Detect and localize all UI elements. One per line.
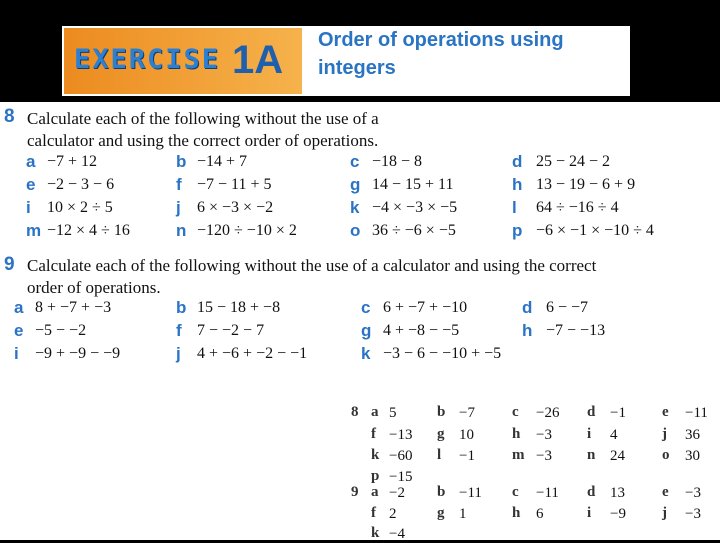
question-9-item-label: j (176, 344, 181, 363)
answer-8-item-value: −60 (389, 448, 413, 464)
question-8-item-label: h (512, 175, 523, 194)
answer-9-item-value: −11 (459, 485, 482, 501)
question-8-item-label: j (176, 198, 181, 217)
question-9-item-value: 4 + −6 + −2 − −1 (197, 345, 308, 362)
answer-9-item-label: a (371, 484, 379, 500)
answer-9-item-value: 13 (610, 485, 625, 501)
answer-8-item-value: 30 (685, 448, 700, 464)
answer-8-item-value: −15 (389, 469, 413, 485)
question-8-item-label: m (26, 221, 42, 240)
answer-8-item-value: −3 (536, 448, 552, 464)
question-8-item-value: 10 × 2 ÷ 5 (47, 199, 113, 216)
answer-8-item-value: −1 (610, 405, 626, 421)
answer-9-item-value: −4 (389, 526, 405, 542)
question-8-item-label: g (350, 175, 361, 194)
answer-8-item-value: −1 (459, 448, 475, 464)
answer-9-item-label: g (437, 505, 445, 521)
question-8-item-value: 36 ÷ −6 × −5 (372, 222, 456, 239)
question-9-item-value: −7 − −13 (546, 322, 606, 339)
question-8-item-label: d (512, 152, 523, 171)
question-9-item-value: −5 − −2 (35, 322, 87, 339)
answer-8-item-label: d (587, 404, 596, 420)
answer-8-item-label: c (512, 404, 519, 420)
answers-8-number: 8 (351, 404, 359, 420)
answer-8-item-label: m (512, 447, 525, 463)
question-9-number: 9 (4, 254, 15, 275)
answer-8-item-label: l (437, 447, 442, 463)
page (0, 102, 720, 540)
question-8-item-value: −7 + 12 (47, 153, 98, 170)
question-9-item-value: −3 − 6 − −10 + −5 (383, 345, 502, 362)
answer-8-item-value: 10 (459, 427, 474, 443)
exercise-banner (62, 26, 630, 96)
answer-8-item-value: 5 (389, 405, 397, 421)
question-8-item-label: e (26, 175, 36, 194)
answer-8-item-label: n (587, 447, 596, 463)
question-9-item-value: 6 + −7 + −10 (383, 299, 468, 316)
answer-8-item-label: a (371, 404, 379, 420)
answer-9-item-value: −3 (685, 485, 701, 501)
answer-9-item-value: −3 (685, 506, 701, 522)
answer-9-item-value: 6 (536, 506, 544, 522)
question-9-item-label: b (176, 298, 187, 317)
answer-8-item-label: k (371, 447, 380, 463)
question-9-item-label: f (176, 321, 182, 340)
question-8-item-value: −18 − 8 (372, 153, 423, 170)
exercise-title-line2: integers (318, 57, 396, 79)
answer-8-item-value: 4 (610, 427, 618, 443)
answer-8-item-label: j (662, 426, 667, 442)
answer-9-item-label: e (662, 484, 669, 500)
question-8-item-label: b (176, 152, 187, 171)
question-8-item-value: 13 − 19 − 6 + 9 (536, 176, 636, 193)
question-9-item-label: k (361, 344, 371, 363)
question-8-item-label: i (26, 198, 31, 217)
answer-8-item-label: g (437, 426, 445, 442)
question-9-item-label: i (14, 344, 19, 363)
question-9-item-value: 6 − −7 (546, 299, 589, 316)
question-8-item-label: p (512, 221, 523, 240)
answer-9-item-value: −11 (536, 485, 559, 501)
question-8-item-value: 25 − 24 − 2 (536, 153, 611, 170)
question-9-item-label: d (522, 298, 533, 317)
question-8-item-value: 14 − 15 + 11 (372, 176, 454, 193)
question-8-item-value: −12 × 4 ÷ 16 (47, 222, 130, 239)
question-8-item-label: l (512, 198, 517, 217)
question-8-item-value: 64 ÷ −16 ÷ 4 (536, 199, 619, 216)
question-9-text-line1: Calculate each of the following without the use of a calculator and using the correct (27, 256, 597, 275)
question-8-item-value: 6 × −3 × −2 (197, 199, 274, 216)
question-8-item-label: a (26, 152, 36, 171)
answer-9-item-value: −2 (389, 485, 405, 501)
question-8-text-line2: calculator and using the correct order of operations. (27, 131, 379, 150)
answer-9-item-label: c (512, 484, 519, 500)
question-8-item-value: −2 − 3 − 6 (47, 176, 115, 193)
answer-8-item-value: −7 (459, 405, 475, 421)
answer-9-item-value: −9 (610, 506, 626, 522)
answer-9-item-label: i (587, 505, 592, 521)
exercise-title-line1: Order of operations using (318, 29, 564, 51)
question-9-item-label: h (522, 321, 533, 340)
question-8-text-line1: Calculate each of the following without the use of a (27, 109, 379, 128)
question-9-text-line2: order of operations. (27, 278, 161, 297)
answer-9-item-label: j (662, 505, 667, 521)
answer-8-item-label: b (437, 404, 446, 420)
exercise-label: EXERCISE (74, 44, 221, 75)
question-8-item-label: n (176, 221, 187, 240)
exercise-badge (64, 28, 302, 94)
question-9-item-label: c (361, 298, 371, 317)
answer-9-item-label: h (512, 505, 521, 521)
question-9-item-label: a (14, 298, 24, 317)
question-8-item-value: −7 − 11 + 5 (197, 176, 272, 193)
answers-9-number: 9 (351, 484, 359, 500)
answer-8-item-value: −26 (536, 405, 560, 421)
answer-9-item-label: b (437, 484, 446, 500)
answer-8-item-value: −11 (685, 405, 708, 421)
question-8-item-value: −14 + 7 (197, 153, 248, 170)
answer-9-item-label: f (371, 505, 376, 521)
question-9-item-value: 15 − 18 + −8 (197, 299, 281, 316)
question-9-item-value: 7 − −2 − 7 (197, 322, 265, 339)
question-8-item-label: k (350, 198, 360, 217)
question-8-item-label: o (350, 221, 361, 240)
answer-8-item-value: 24 (610, 448, 625, 464)
question-9-item-value: 4 + −8 − −5 (383, 322, 460, 339)
question-8-item-label: f (176, 175, 182, 194)
answer-9-item-label: d (587, 484, 596, 500)
question-9-item-value: 8 + −7 + −3 (35, 299, 112, 316)
question-8-item-value: −120 ÷ −10 × 2 (197, 222, 297, 239)
question-8-item-value: −6 × −1 × −10 ÷ 4 (536, 222, 654, 239)
answer-8-item-value: −13 (389, 427, 413, 443)
answer-8-item-label: o (662, 447, 670, 463)
answer-9-item-value: 2 (389, 506, 397, 522)
question-9-item-label: g (361, 321, 372, 340)
question-9-item-value: −9 + −9 − −9 (35, 345, 121, 362)
answer-8-item-value: −3 (536, 427, 552, 443)
answer-8-item-label: i (587, 426, 592, 442)
answer-9-item-value: 1 (459, 506, 467, 522)
answer-8-item-value: 36 (685, 427, 700, 443)
question-9-item-label: e (14, 321, 24, 340)
question-8-item-value: −4 × −3 × −5 (372, 199, 458, 216)
question-8-number: 8 (4, 106, 15, 127)
answer-9-item-label: k (371, 525, 380, 541)
exercise-number: 1A (232, 38, 284, 82)
question-8-item-label: c (350, 152, 360, 171)
answer-8-item-label: p (371, 468, 380, 484)
answer-8-item-label: e (662, 404, 669, 420)
answer-8-item-label: f (371, 426, 376, 442)
answer-8-item-label: h (512, 426, 521, 442)
